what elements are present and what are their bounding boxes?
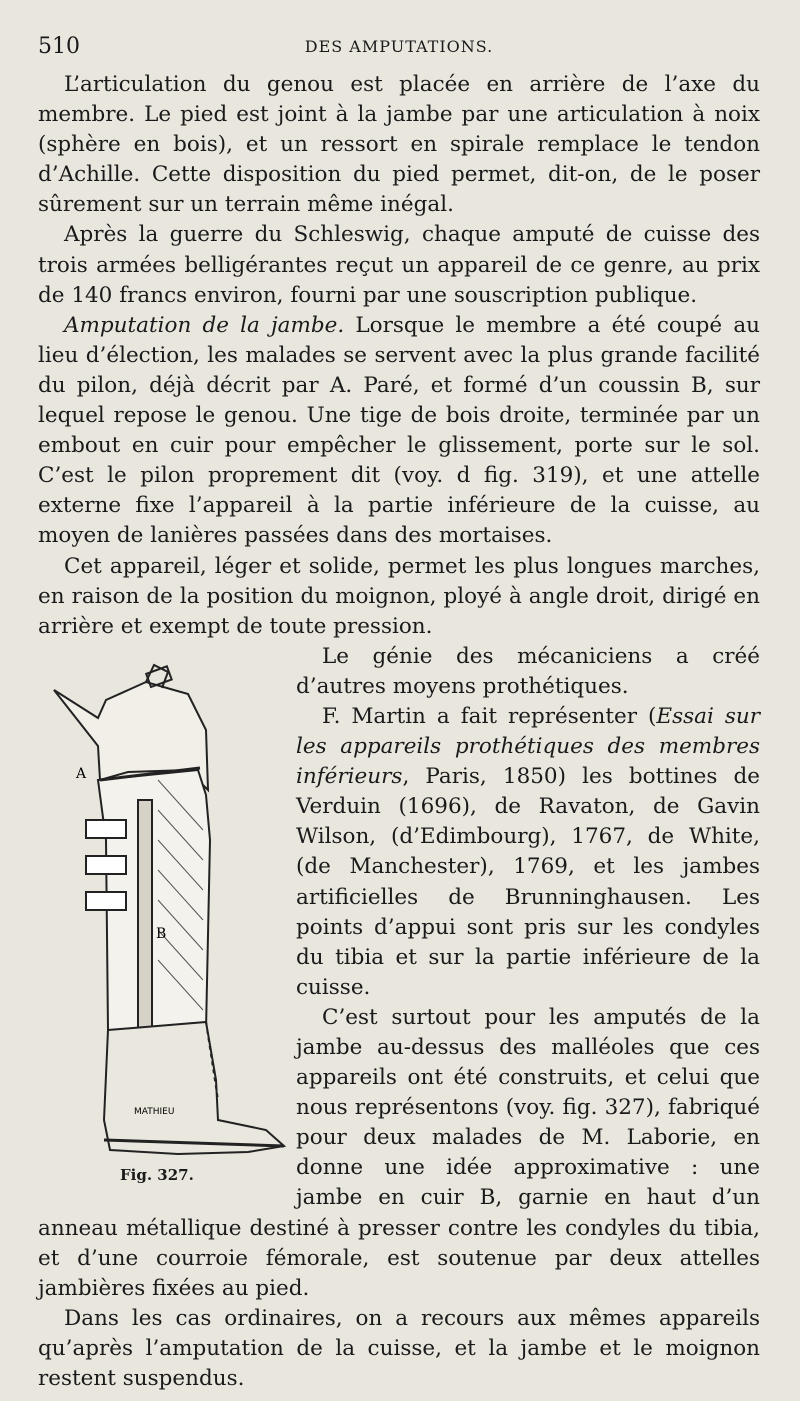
paragraph-text: , Paris, 1850) les bottines de Verduin (1696), de Ravaton, de Gavin Wilson, (d’Edimbourg), 1767, de White, (de Manchester), 1769, et les jambes artificielles de Brunninghausen. Les points d’appui sont pris sur les condyles du tibia et sur la partie inférieure de la cuisse. <box>296 764 760 1000</box>
figure-caption: Fig. 327. <box>120 1165 194 1184</box>
figure-label-a: A <box>76 765 87 782</box>
maker-mark: MATHIEU <box>134 1106 175 1117</box>
figure-label-b: B <box>156 925 167 942</box>
body-text <box>38 70 760 1394</box>
paragraph-text: Lorsque le membre a été coupé au lieu d’élection, les malades se servent avec la plus grande facilité du pilon, déjà décrit par A. Paré, et formé d’un coussin B, sur lequel repose le genou. Une tige de bois droite, terminée par un embout en cuir pour empêcher le glissement, porte sur le sol. C’est le pilon proprement dit (voy. d fig. 319), et une attelle externe fixe l’appareil à la partie inférieure de la cuisse, au moyen de lanières passées dans des mortaises. <box>38 312 760 549</box>
paragraph-text: F. Martin a fait représenter ( <box>322 703 657 729</box>
figure-327 <box>38 660 296 1194</box>
paragraph: L’articulation du genou est placée en arrière de l’axe du membre. Le pied est joint à la jambe par une articulation à noix (sphère en bois), et un ressort en spirale remplace le tendon d’Achille. Cette disposition du pied permet, dit-on, de le poser sûrement sur un terrain même inégal. <box>38 72 760 218</box>
book-title: Essai sur les appareils prothétiques des membres inférieurs <box>296 703 761 790</box>
paragraph: C’est surtout pour les amputés de la jambe au-dessus des malléoles que ces appareils ont été construits, et celui que nous représentons (voy. fig. 327), fabriqué pour deux malades de M. Laborie, en donne une idée approximative : une jambe en cuir B, garnie en haut d’un anneau métallique destiné à presser contre les condyles du tibia, et d’une courroie fémorale, est soutenue par deux attelles jambières fixées au pied. <box>38 1004 760 1301</box>
page-number: 510 <box>38 34 80 59</box>
section-title: Amputation de la jambe. <box>64 312 345 338</box>
paragraph: Cet appareil, léger et solide, permet les plus longues marches, en raison de la position du moignon, ployé à angle droit, dirigé en arrière et exempt de toute pression. <box>38 553 760 639</box>
paragraph: Après la guerre du Schleswig, chaque amputé de cuisse des trois armées belligérantes reçut un appareil de ce genre, au prix de 140 francs environ, fourni par une souscription publique. <box>38 222 760 308</box>
paragraph: Le génie des mécaniciens a créé d’autres moyens prothétiques. <box>296 643 760 699</box>
prosthetic-leg-illustration <box>38 660 296 1160</box>
running-title: DES AMPUTATIONS. <box>304 37 494 56</box>
paragraph <box>38 311 760 552</box>
page-header <box>38 34 760 66</box>
paragraph: Dans les cas ordinaires, on a recours aux mêmes appareils qu’après l’amputation de la cuisse, et la jambe et le moignon restent suspendus. <box>38 1305 760 1392</box>
